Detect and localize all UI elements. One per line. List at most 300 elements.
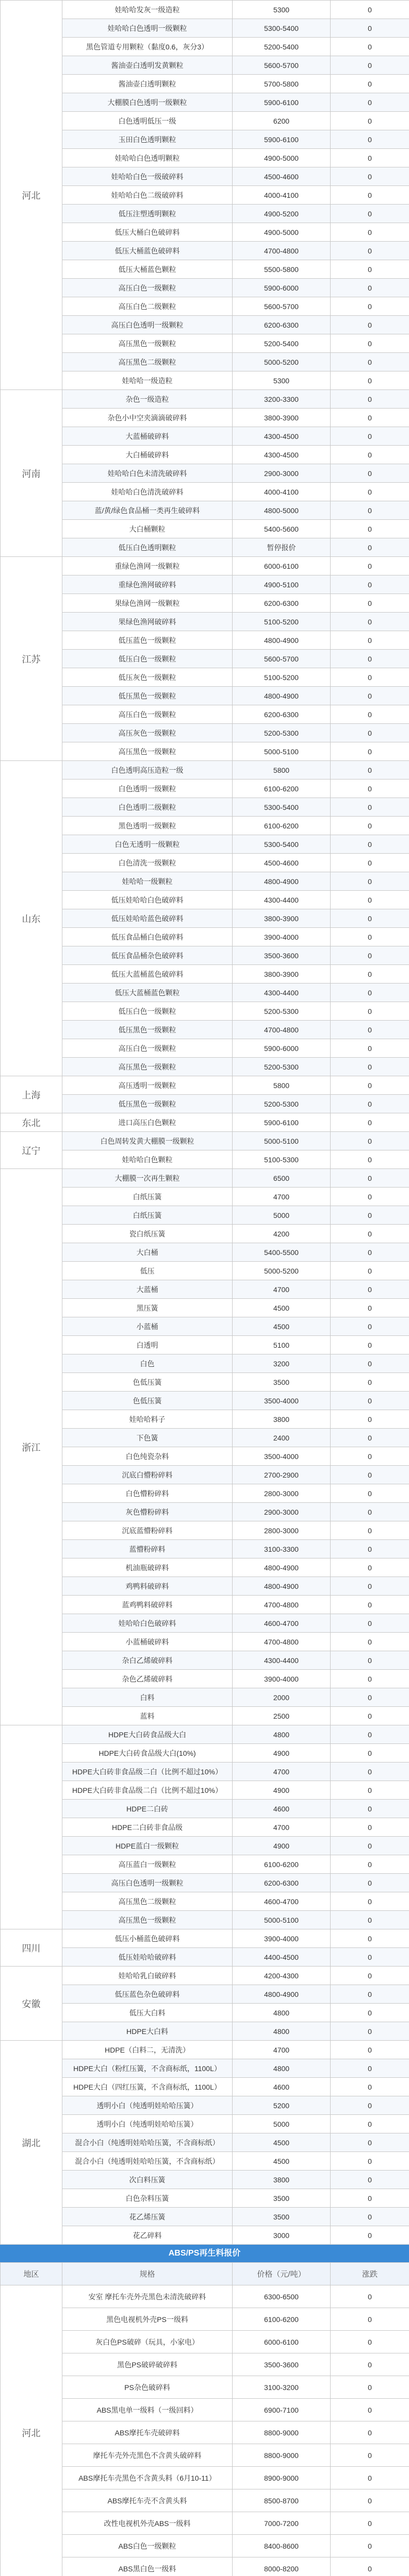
spec-cell: 鸡鸭料破碎料 [62,1577,233,1596]
change-cell: 0 [331,1503,409,1521]
spec-cell: 透明小白（纯透明娃哈哈压簧） [62,2096,233,2115]
spec-cell: 低压黑色一级颗粒 [62,687,233,705]
price-cell: 4500-4600 [233,167,331,186]
change-cell: 0 [331,724,409,742]
price-cell: 5900-6100 [233,93,331,112]
price-cell: 4300-4400 [233,891,331,909]
spec-cell: ABS摩托车壳黑色不含黄头料（6月10-11） [62,2467,233,2489]
spec-cell: HDPE蓝白一级颗粒 [62,1837,233,1855]
change-cell: 0 [331,835,409,854]
spec-cell: HDPE大白砖食品级大白 [62,1725,233,1744]
spec-cell: 黑色管道专用颗粒（黏度0.6，灰分3） [62,38,233,56]
region-cell: 河南 [1,390,62,557]
change-cell: 0 [331,705,409,724]
table-row [1,1076,409,1095]
header-change: 涨跌 [331,2263,409,2285]
price-cell: 4300-4500 [233,446,331,464]
price-cell: 5200-5300 [233,1095,331,1113]
price-cell: 4900 [233,1744,331,1762]
price-cell: 4300-4500 [233,427,331,446]
spec-cell: 黑压簧 [62,1299,233,1317]
spec-cell: 蓝料 [62,1707,233,1725]
spec-cell: 灰色懵粉碎料 [62,1503,233,1521]
price-cell: 6200 [233,112,331,130]
change-cell: 0 [331,1781,409,1800]
price-cell: 6200-6300 [233,1874,331,1892]
price-cell: 5000-5200 [233,353,331,371]
price-cell: 3800 [233,2171,331,2189]
change-cell: 0 [331,1392,409,1410]
price-cell: 8900-9000 [233,2467,331,2489]
spec-cell: 娃哈哈白色未清洗破碎料 [62,464,233,483]
change-cell: 0 [331,1188,409,1206]
change-cell: 0 [331,1484,409,1503]
change-cell: 0 [331,112,409,130]
spec-cell: 高压白色一级颗粒 [62,1039,233,1058]
region-cell: 四川 [1,1929,62,1967]
change-cell: 0 [331,1354,409,1373]
spec-cell: 低压娃哈哈白色破碎料 [62,891,233,909]
price-cell: 4500 [233,1317,331,1336]
spec-cell: 蓝/黄/绿色食品桶一类再生破碎料 [62,501,233,520]
region-cell: 江苏 [1,557,62,761]
spec-cell: 高压黑色一级颗粒 [62,334,233,353]
spec-cell: ABS白色一级颗粒 [62,2535,233,2557]
spec-cell: 白色透明二级颗粒 [62,798,233,817]
spec-cell: 高压蓝白一级颗粒 [62,1855,233,1874]
price-cell: 6100-6200 [233,1855,331,1874]
change-cell: 0 [331,557,409,575]
change-cell: 0 [331,2376,409,2399]
spec-cell: 低压大桶蓝色破碎料 [62,242,233,260]
spec-cell: 白色周转发黄大棚膜一级颗粒 [62,1132,233,1150]
price-cell: 5200-5300 [233,724,331,742]
change-cell: 0 [331,538,409,557]
spec-cell: 小蓝桶破碎料 [62,1633,233,1651]
spec-cell: 低压白色透明颗粒 [62,538,233,557]
abs-ps-header-row [1,2263,409,2285]
region-cell: 河北 [1,2285,62,2576]
change-cell: 0 [331,1095,409,1113]
price-cell: 5300 [233,1,331,19]
price-cell: 3200 [233,1354,331,1373]
change-cell: 0 [331,427,409,446]
change-cell: 0 [331,1373,409,1392]
spec-cell: 摩托车壳外壳黑色不含黄头破碎料 [62,2444,233,2467]
price-cell: 6000-6100 [233,557,331,575]
spec-cell: 高压白色一级颗粒 [62,279,233,297]
spec-cell: 白料 [62,1688,233,1707]
change-cell: 0 [331,205,409,223]
price-cell: 4800-4900 [233,872,331,891]
price-cell: 5400-5600 [233,520,331,538]
price-cell: 5600-5700 [233,650,331,668]
spec-cell: 高压白色二级颗粒 [62,297,233,316]
price-cell: 4300-4400 [233,984,331,1002]
price-cell: 3900-4000 [233,1670,331,1688]
change-cell: 0 [331,1633,409,1651]
change-cell: 0 [331,2041,409,2059]
spec-cell: 果绿色渔网破碎料 [62,613,233,631]
change-cell: 0 [331,1002,409,1021]
table-row [1,390,409,409]
spec-cell: 灰白色PS破碎（玩具，小家电） [62,2331,233,2353]
change-cell: 0 [331,631,409,650]
table-row [1,1132,409,1150]
change-cell: 0 [331,2421,409,2444]
change-cell: 0 [331,297,409,316]
region-cell: 浙江 [1,1169,62,1725]
change-cell: 0 [331,1855,409,1874]
change-cell: 0 [331,909,409,928]
spec-cell: 透明小白（纯透明娃哈哈压簧） [62,2115,233,2133]
spec-cell: 娃哈哈发灰一级造粒 [62,1,233,19]
change-cell: 0 [331,446,409,464]
price-cell: 5200-5300 [233,1002,331,1021]
spec-cell: 大棚膜一次再生颗粒 [62,1169,233,1188]
price-cell: 5200-5300 [233,1058,331,1076]
spec-cell: 大蓝桶破碎料 [62,427,233,446]
spec-cell: 低压食品桶白色破碎料 [62,928,233,946]
price-cell: 5400-5500 [233,1243,331,1262]
price-cell: 8500-8700 [233,2489,331,2512]
change-cell: 0 [331,2467,409,2489]
change-cell: 0 [331,687,409,705]
price-cell: 2700-2900 [233,1466,331,1484]
region-cell: 上海 [1,1076,62,1113]
table-row [1,1929,409,1948]
change-cell: 0 [331,75,409,93]
price-cell: 2800-3000 [233,1521,331,1540]
change-cell: 0 [331,1725,409,1744]
spec-cell: 低压黑色一级颗粒 [62,1095,233,1113]
price-cell: 4700 [233,1188,331,1206]
spec-cell: 白色 [62,1354,233,1373]
change-cell: 0 [331,1280,409,1299]
price-cell: 3800 [233,1410,331,1429]
spec-cell: 白纸压簧 [62,1206,233,1225]
price-cell: 5800 [233,1076,331,1095]
change-cell: 0 [331,1429,409,1447]
spec-cell: 高压透明一级颗粒 [62,1076,233,1095]
price-cell: 3100-3200 [233,2376,331,2399]
spec-cell: 低压大桶蓝色颗粒 [62,260,233,279]
change-cell: 0 [331,93,409,112]
change-cell: 0 [331,390,409,409]
change-cell: 0 [331,1911,409,1929]
price-cell: 4300-4400 [233,1651,331,1670]
price-cell: 5100-5300 [233,1150,331,1169]
price-cell: 4900 [233,1781,331,1800]
price-cell: 2500 [233,1707,331,1725]
price-cell: 2400 [233,1429,331,1447]
spec-cell: 高压黑色一级颗粒 [62,1058,233,1076]
spec-cell: 黑色电视机外壳PS一级料 [62,2308,233,2331]
spec-cell: 果绿色渔网一级颗粒 [62,594,233,613]
change-cell: 0 [331,613,409,631]
spec-cell: 进口高压白色颗粒 [62,1113,233,1132]
change-cell: 0 [331,891,409,909]
price-cell: 4800-5000 [233,501,331,520]
header-price: 价格（元/吨） [233,2263,331,2285]
price-cell: 暂停报价 [233,538,331,557]
change-cell: 0 [331,1540,409,1558]
change-cell: 0 [331,1985,409,2004]
price-cell: 4700 [233,1818,331,1837]
price-cell: 5200-5400 [233,334,331,353]
change-cell: 0 [331,1670,409,1688]
price-cell: 5000-5200 [233,1262,331,1280]
change-cell: 0 [331,965,409,984]
spec-cell: 次白料压簧 [62,2171,233,2189]
change-cell: 0 [331,1447,409,1466]
change-cell: 0 [331,371,409,390]
change-cell: 0 [331,2308,409,2331]
price-cell: 4700 [233,1280,331,1299]
change-cell: 0 [331,2078,409,2096]
change-cell: 0 [331,167,409,186]
spec-cell: 娃哈哈一级造粒 [62,371,233,390]
spec-cell: 娃哈哈白色颗粒 [62,1150,233,1169]
spec-cell: 混合小白（纯透明娃哈哈压簧，不含商标纸） [62,2133,233,2152]
spec-cell: 酱油壶白透明颗粒 [62,75,233,93]
price-cell: 2000 [233,1688,331,1707]
price-cell: 4900-5100 [233,575,331,594]
price-cell: 6200-6300 [233,316,331,334]
spec-cell: 白色懵粉碎料 [62,1484,233,1503]
spec-cell: 黑色PS破碎破碎料 [62,2353,233,2376]
price-cell: 4200 [233,1225,331,1243]
change-cell: 0 [331,279,409,297]
spec-cell: HDPE大白（四红压簧，不含商标纸，1100L） [62,2078,233,2096]
price-cell: 4800 [233,2022,331,2041]
price-cell: 7000-7200 [233,2512,331,2535]
spec-cell: 娃哈哈白色透明颗粒 [62,149,233,167]
change-cell: 0 [331,520,409,538]
price-cell: 4600 [233,2078,331,2096]
change-cell: 0 [331,1800,409,1818]
spec-cell: 白色透明高压造粒一级 [62,761,233,779]
change-cell: 0 [331,2133,409,2152]
change-cell: 0 [331,2399,409,2421]
price-cell: 3500-3600 [233,2353,331,2376]
spec-cell: 白色纯瓷杂料 [62,1447,233,1466]
change-cell: 0 [331,817,409,835]
change-cell: 0 [331,2331,409,2353]
spec-cell: ABS黑电单一级料（一级回料） [62,2399,233,2421]
spec-cell: 杂色一级造粒 [62,390,233,409]
spec-cell: 瓷白纸压簧 [62,1225,233,1243]
price-cell: 5900-6100 [233,130,331,149]
price-cell: 2800-3000 [233,1484,331,1503]
price-cell: 4700-4800 [233,1596,331,1614]
change-cell: 0 [331,1818,409,1837]
spec-cell: 娃哈哈一级颗粒 [62,872,233,891]
change-cell: 0 [331,2557,409,2576]
price-cell: 3900-4000 [233,928,331,946]
change-cell: 0 [331,2189,409,2208]
price-cell: 4000-4100 [233,483,331,501]
spec-cell: 低压大蓝桶蓝色破碎料 [62,965,233,984]
price-cell: 8800-9000 [233,2421,331,2444]
table-row [1,1113,409,1132]
spec-cell: 娃哈哈乳白破碎料 [62,1967,233,1985]
change-cell: 0 [331,2059,409,2078]
spec-cell: 小蓝桶 [62,1317,233,1336]
spec-cell: 低压大桶白色破碎料 [62,223,233,242]
spec-cell: PS杂色破碎料 [62,2376,233,2399]
price-cell: 5900-6000 [233,279,331,297]
change-cell: 0 [331,1150,409,1169]
change-cell: 0 [331,2208,409,2226]
price-cell: 4700-4800 [233,1021,331,1039]
spec-cell: ABS摩托车壳不含黄头料 [62,2489,233,2512]
price-cell: 4900-5200 [233,205,331,223]
spec-cell: 白色透明低压一级 [62,112,233,130]
spec-cell: 改性电视机外壳ABS一级料 [62,2512,233,2535]
price-cell: 5500-5800 [233,260,331,279]
abs-ps-price-table [0,2262,409,2576]
spec-cell: 杂色小中空夹滴滴破碎料 [62,409,233,427]
change-cell: 0 [331,1614,409,1633]
spec-cell: 娃哈哈白色透明一级颗粒 [62,19,233,38]
header-spec: 规格 [62,2263,233,2285]
price-cell: 6200-6300 [233,705,331,724]
price-cell: 3500-4000 [233,1392,331,1410]
spec-cell: 沉底白懵粉碎料 [62,1466,233,1484]
change-cell: 0 [331,2115,409,2133]
change-cell: 0 [331,872,409,891]
spec-cell: 色低压簧 [62,1373,233,1392]
price-cell: 4900 [233,1837,331,1855]
change-cell: 0 [331,149,409,167]
spec-cell: HDPE大白砖非食品级二白（比例不超过10%） [62,1781,233,1800]
spec-cell: 大白桶颗粒 [62,520,233,538]
price-cell: 4500 [233,2133,331,2152]
change-cell: 0 [331,38,409,56]
change-cell: 0 [331,2152,409,2171]
price-cell: 5600-5700 [233,297,331,316]
price-cell: 3500 [233,1373,331,1392]
price-cell: 6300-6500 [233,2285,331,2308]
change-cell: 0 [331,2022,409,2041]
change-cell: 0 [331,779,409,798]
change-cell: 0 [331,2004,409,2022]
abs-ps-price-table-body [1,2285,409,2576]
change-cell: 0 [331,1948,409,1967]
price-cell: 8400-8600 [233,2535,331,2557]
spec-cell: 高压黑色一级颗粒 [62,742,233,761]
change-cell: 0 [331,1892,409,1911]
price-cell: 3200-3300 [233,390,331,409]
spec-cell: 白透明 [62,1336,233,1354]
price-cell: 5700-5800 [233,75,331,93]
price-cell: 5200-5400 [233,38,331,56]
change-cell: 0 [331,668,409,687]
spec-cell: 大蓝桶 [62,1280,233,1299]
region-cell: 辽宁 [1,1132,62,1169]
change-cell: 0 [331,928,409,946]
price-cell: 3100-3300 [233,1540,331,1558]
price-cell: 2900-3000 [233,1503,331,1521]
spec-cell: 低压白色一级颗粒 [62,1002,233,1021]
change-cell: 0 [331,1169,409,1188]
change-cell: 0 [331,1058,409,1076]
change-cell: 0 [331,186,409,205]
spec-cell: 杂白乙烯破碎料 [62,1651,233,1670]
spec-cell: 低压黑色一级颗粒 [62,1021,233,1039]
change-cell: 0 [331,1466,409,1484]
change-cell: 0 [331,854,409,872]
change-cell: 0 [331,798,409,817]
change-cell: 0 [331,1132,409,1150]
price-cell: 5800 [233,761,331,779]
table-row [1,1967,409,1985]
change-cell: 0 [331,2489,409,2512]
price-cell: 8800-9000 [233,2444,331,2467]
price-cell: 5000-5100 [233,742,331,761]
spec-cell: 低压灰色一级颗粒 [62,668,233,687]
spec-cell: 沉底蓝懵粉碎料 [62,1521,233,1540]
change-cell: 0 [331,19,409,38]
price-cell: 5600-5700 [233,56,331,75]
change-cell: 0 [331,1929,409,1948]
change-cell: 0 [331,1299,409,1317]
price-cell: 6500 [233,1169,331,1188]
change-cell: 0 [331,501,409,520]
price-cell: 3500-4000 [233,1447,331,1466]
spec-cell: 低压大蓝桶蓝色颗粒 [62,984,233,1002]
spec-cell: 色低压簧 [62,1392,233,1410]
price-cell: 6100-6200 [233,2308,331,2331]
change-cell: 0 [331,316,409,334]
change-cell: 0 [331,761,409,779]
spec-cell: 白色杂料压簧 [62,2189,233,2208]
spec-cell: 蓝懵粉碎料 [62,1540,233,1558]
change-cell: 0 [331,1577,409,1596]
price-cell: 4800-4900 [233,1577,331,1596]
price-cell: 4700 [233,1762,331,1781]
table-row [1,1725,409,1744]
region-cell: 安徽 [1,1967,62,2041]
price-cell: 6100-6200 [233,779,331,798]
spec-cell: 低压娃哈哈蓝色破碎料 [62,909,233,928]
price-cell: 6900-7100 [233,2399,331,2421]
price-cell: 4900-5000 [233,223,331,242]
spec-cell: 娃哈哈白色破碎料 [62,1614,233,1633]
region-cell: 河北 [1,1,62,390]
price-cell: 8000-8200 [233,2557,331,2576]
spec-cell: 混合小白（纯透明娃哈哈压簧，不含商标纸） [62,2152,233,2171]
price-cell: 4800 [233,2059,331,2078]
change-cell: 0 [331,1967,409,1985]
change-cell: 0 [331,946,409,965]
spec-cell: 低压食品桶杂色破碎料 [62,946,233,965]
change-cell: 0 [331,575,409,594]
spec-cell: 高压白色透明一级颗粒 [62,1874,233,1892]
price-cell: 4600-4700 [233,1892,331,1911]
spec-cell: 高压灰色一级颗粒 [62,724,233,742]
change-cell: 0 [331,1874,409,1892]
change-cell: 0 [331,2353,409,2376]
price-cell: 4800-4900 [233,1985,331,2004]
price-cell: 4700-4800 [233,1633,331,1651]
price-cell: 5300-5400 [233,19,331,38]
spec-cell: ABS摩托车壳破碎料 [62,2421,233,2444]
spec-cell: 娃哈哈白色二级破碎料 [62,186,233,205]
price-cell: 5100-5200 [233,668,331,687]
change-cell: 0 [331,1243,409,1262]
